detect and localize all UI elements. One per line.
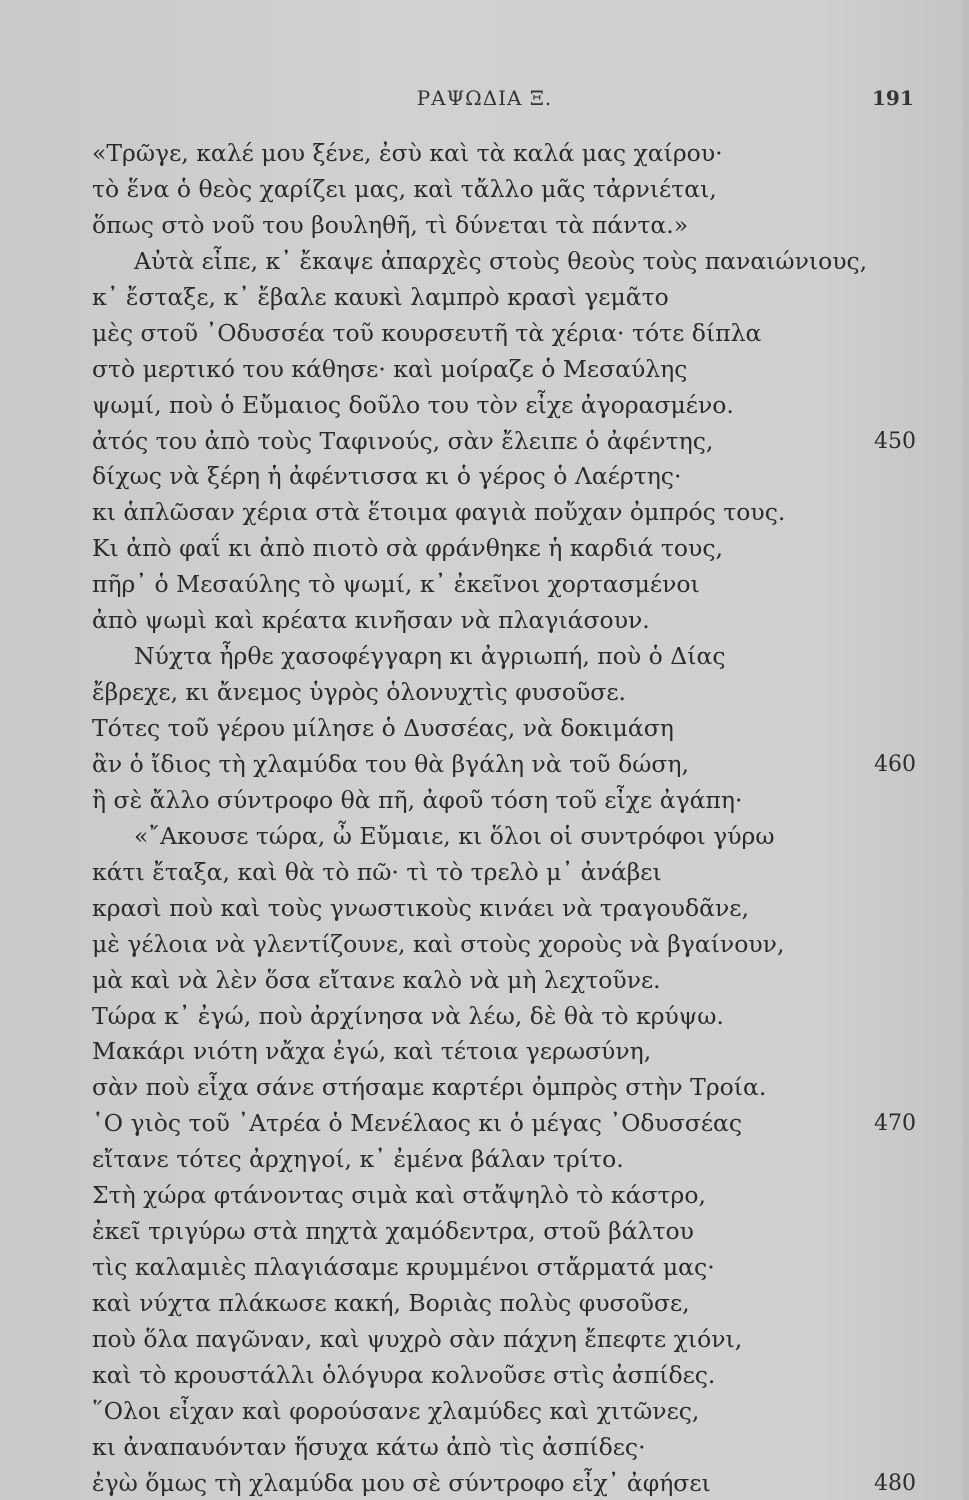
verse-line [0, 999, 969, 1035]
verse-line [0, 711, 969, 747]
verse-text: ἢ σὲ ἄλλο σύντροφο θὰ πῆ, ἀφοῦ τόση τοῦ εἶχε ἀγάπη· [92, 785, 743, 814]
verse-line [0, 172, 969, 208]
verse-text: ἐγὼ ὅμως τὴ χλαμύδα μου σὲ σύντροφο εἶχ᾽ ἀφήσει [92, 1468, 711, 1497]
verse-text: τὸ ἕνα ὁ θεὸς χαρίζει μας, καὶ τἄλλο μᾶς τἀρνιέται, [92, 174, 717, 203]
verse-line [0, 1106, 969, 1142]
verse-text: ψωμί, ποὺ ὁ Εὔμαιος δοῦλο του τὸν εἶχε ἀγορασμένο. [92, 390, 734, 419]
verse-text: κι ἀναπαυόνταν ἥσυχα κάτω ἀπὸ τὶς ἀσπίδες· [92, 1432, 646, 1461]
verse-line [0, 927, 969, 963]
verse-text: κάτι ἔταξα, καὶ θὰ τὸ πῶ· τὶ τὸ τρελὸ μ᾽ ἀνάβει [92, 857, 662, 886]
verse-line [0, 459, 969, 495]
verse-body [0, 136, 969, 1500]
verse-text: ποὺ ὅλα παγῶναν, καὶ ψυχρὸ σὰν πάχνη ἔπεφτε χιόνι, [92, 1324, 743, 1353]
verse-line [0, 388, 969, 424]
verse-text: Αὐτὰ εἶπε, κ᾽ ἔκαψε ἀπαρχὲς στοὺς θεοὺς τοὺς παναιώνιους, [134, 246, 868, 275]
line-number: 480 [874, 1470, 916, 1496]
verse-line [0, 1466, 969, 1500]
verse-text: ἐκεῖ τριγύρω στὰ πηχτὰ χαμόδεντρα, στοῦ βάλτου [92, 1217, 694, 1246]
page-number: 191 [872, 86, 914, 110]
verse-line [0, 495, 969, 531]
verse-text: ἂν ὁ ἴδιος τὴ χλαμύδα του θὰ βγάλη νὰ τοῦ δώση, [92, 749, 689, 778]
verse-line [0, 1430, 969, 1466]
verse-line [0, 963, 969, 999]
verse-text: ἀπὸ ψωμὶ καὶ κρέατα κινῆσαν νὰ πλαγιάσουν. [92, 606, 650, 635]
verse-text: Νύχτα ἦρθε χασοφέγγαρη κι ἀγριωπή, ποὺ ὁ Δίας [134, 642, 726, 671]
verse-line [0, 891, 969, 927]
verse-line [0, 603, 969, 639]
verse-text: τὶς καλαμιὲς πλαγιάσαμε κρυμμένοι στἄρματά μας· [92, 1253, 715, 1282]
verse-line [0, 639, 969, 675]
verse-text: Τώρα κ᾽ ἐγώ, ποὺ ἀρχίνησα νὰ λέω, δὲ θὰ τὸ κρύψω. [92, 1001, 724, 1030]
verse-line [0, 783, 969, 819]
verse-text: καὶ τὸ κρουστάλλι ὁλόγυρα κολνοῦσε στὶς ἀσπίδες. [92, 1360, 716, 1389]
verse-text: στὸ μερτικό του κάθησε· καὶ μοίραζε ὁ Μεσαύλης [92, 354, 688, 383]
line-number: 470 [874, 1111, 916, 1137]
verse-line [0, 1322, 969, 1358]
verse-line [0, 424, 969, 460]
verse-line [0, 747, 969, 783]
verse-text: «Τρῶγε, καλέ μου ξένε, ἐσὺ καὶ τὰ καλά μας χαίρου· [92, 139, 723, 167]
verse-line [0, 280, 969, 316]
verse-text: μὲς στοῦ ᾽Οδυσσέα τοῦ κουρσευτῆ τὰ χέρια· τότε δίπλα [92, 318, 762, 347]
verse-line [0, 1286, 969, 1322]
verse-text: Κι ἀπὸ φαΐ κι ἀπὸ πιοτὸ σὰ φράνθηκε ἡ καρδιά τους, [92, 534, 723, 563]
verse-text: πῆρ᾽ ὁ Μεσαύλης τὸ ψωμί, κ᾽ ἐκεῖνοι χορτασμένοι [92, 570, 700, 599]
verse-line [0, 1250, 969, 1286]
verse-line [0, 675, 969, 711]
verse-line [0, 316, 969, 352]
verse-text: ὅπως στὸ νοῦ του βουληθῆ, τὶ δύνεται τὰ πάντα.» [92, 210, 689, 239]
verse-text: σὰν ποὺ εἶχα σάνε στήσαμε καρτέρι ὀμπρὸς στὴν Τροία. [92, 1073, 767, 1102]
verse-text: ἔβρεχε, κι ἄνεμος ὑγρὸς ὁλονυχτὶς φυσοῦσε. [92, 678, 626, 707]
verse-line [0, 1070, 969, 1106]
verse-text: καὶ νύχτα πλάκωσε κακή, Βοριὰς πολὺς φυσοῦσε, [92, 1289, 690, 1317]
verse-line [0, 567, 969, 603]
verse-text: Στὴ χώρα φτάνοντας σιμὰ καὶ στἄψηλὸ τὸ κάστρο, [92, 1181, 706, 1210]
line-number: 450 [874, 428, 916, 454]
verse-text: εἴτανε τότες ἀρχηγοί, κ᾽ ἐμένα βάλαν τρίτο. [92, 1145, 624, 1174]
verse-text: Τότες τοῦ γέρου μίλησε ὁ Δυσσέας, νὰ δοκιμάση [92, 714, 674, 742]
verse-text: κρασὶ ποὺ καὶ τοὺς γνωστικοὺς κινάει νὰ τραγουδᾶνε, [92, 893, 749, 922]
verse-text: κ᾽ ἔσταξε, κ᾽ ἔβαλε καυκὶ λαμπρὸ κρασὶ γεμᾶτο [92, 282, 669, 311]
verse-line [0, 136, 969, 172]
verse-line [0, 1178, 969, 1214]
verse-text: «῎Ακουσε τώρα, ὦ Εὔμαιε, κι ὅλοι οἱ συντρόφοι γύρω [134, 821, 775, 850]
verse-line [0, 352, 969, 388]
verse-line [0, 1214, 969, 1250]
verse-text: ἀτός του ἀπὸ τοὺς Ταφινούς, σὰν ἔλειπε ὁ ἀφέντης, [92, 426, 714, 455]
verse-line [0, 244, 969, 280]
verse-line [0, 208, 969, 244]
running-header: ΡΑΨΩΔΙΑ Ξ. [416, 86, 553, 110]
verse-line [0, 1394, 969, 1430]
verse-line [0, 1142, 969, 1178]
verse-text: ῾Ο γιὸς τοῦ ᾽Ατρέα ὁ Μενέλαος κι ὁ μέγας ᾽Οδυσσέας [92, 1109, 743, 1138]
verse-line [0, 819, 969, 855]
verse-text: δίχως νὰ ξέρη ἡ ἀφέντισσα κι ὁ γέρος ὁ Λαέρτης· [92, 462, 682, 491]
line-number: 460 [874, 751, 916, 777]
verse-line [0, 1358, 969, 1394]
verse-line [0, 855, 969, 891]
verse-text: μὲ γέλοια νὰ γλεντίζουνε, καὶ στοὺς χοροὺς νὰ βγαίνουν, [92, 929, 785, 958]
verse-text: ῞Ολοι εἶχαν καὶ φορούσανε χλαμύδες καὶ χιτῶνες, [92, 1396, 700, 1425]
verse-line [0, 531, 969, 567]
verse-text: κι ἁπλῶσαν χέρια στὰ ἕτοιμα φαγιὰ ποὔχαν ὀμπρός τους. [92, 498, 786, 527]
verse-text: μὰ καὶ νὰ λὲν ὅσα εἴτανε καλὸ νὰ μὴ λεχτοῦνε. [92, 965, 661, 994]
verse-text: Μακάρι νιότη νἄχα ἐγώ, καὶ τέτοια γερωσύνη, [92, 1037, 652, 1066]
verse-line [0, 1034, 969, 1070]
